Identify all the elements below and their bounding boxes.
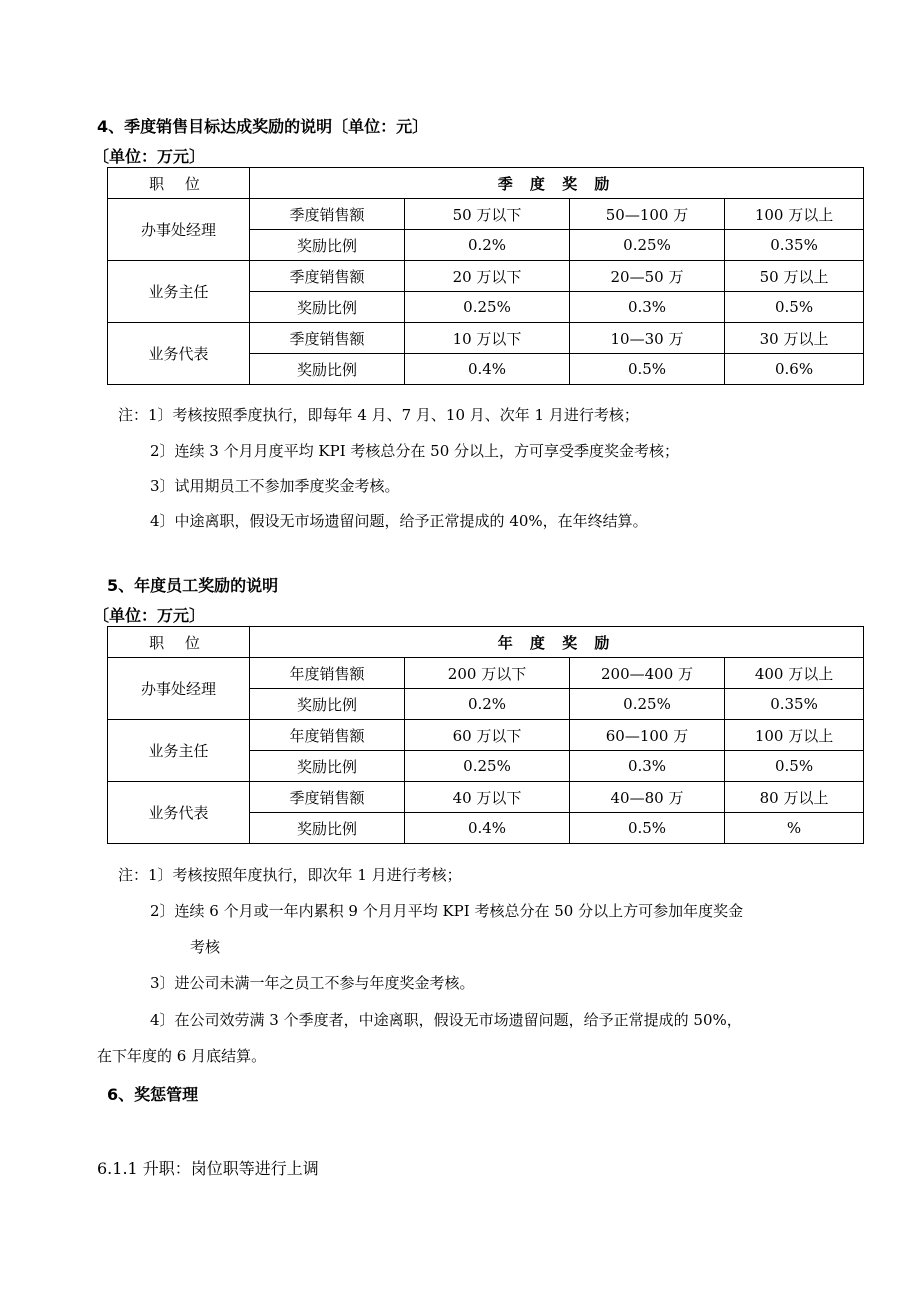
sales-cell: 40—80 万: [570, 782, 725, 813]
ratio-cell: 0.35%: [725, 689, 864, 720]
ratio-cell: 0.6%: [725, 354, 864, 385]
section5-unit: 〔单位：万元〕: [93, 606, 206, 625]
ratio-label: 奖励比例: [250, 354, 405, 385]
sales-cell: 400 万以上: [725, 658, 864, 689]
sales-label: 季度销售额: [250, 199, 405, 230]
annual-bonus-table: [107, 626, 864, 844]
ratio-cell: 0.25%: [570, 230, 725, 261]
section4-note: 3〕试用期员工不参加季度奖金考核。: [150, 477, 400, 495]
table-row: [108, 323, 864, 354]
ratio-cell: 0.25%: [405, 292, 570, 323]
ratio-label: 奖励比例: [250, 813, 405, 844]
sales-cell: 100 万以上: [725, 199, 864, 230]
section6-item: 6.1.1 升职：岗位职等进行上调: [97, 1159, 319, 1178]
ratio-label: 奖励比例: [250, 751, 405, 782]
ratio-label: 奖励比例: [250, 689, 405, 720]
ratio-cell: 0.5%: [725, 751, 864, 782]
section5-note: 2〕连续 6 个月或一年内累积 9 个月月平均 KPI 考核总分在 50 分以上方可参加年度奖金: [150, 902, 744, 920]
sales-cell: 10—30 万: [570, 323, 725, 354]
ratio-cell: 0.35%: [725, 230, 864, 261]
role-cell: 办事处经理: [108, 199, 250, 261]
sales-label: 季度销售额: [250, 323, 405, 354]
table-header-row: [108, 627, 864, 658]
sales-cell: 60—100 万: [570, 720, 725, 751]
table-title: 季 度 奖 励: [250, 168, 864, 199]
sales-cell: 200 万以下: [405, 658, 570, 689]
sales-cell: 20 万以下: [405, 261, 570, 292]
sales-label: 年度销售额: [250, 658, 405, 689]
sales-label: 季度销售额: [250, 782, 405, 813]
section4-note: 2〕连续 3 个月月度平均 KPI 考核总分在 50 分以上，方可享受季度奖金考核；: [150, 442, 680, 460]
role-header: 职 位: [108, 627, 250, 658]
sales-cell: 100 万以上: [725, 720, 864, 751]
role-cell: 业务主任: [108, 720, 250, 782]
table-title: 年 度 奖 励: [250, 627, 864, 658]
ratio-cell: 0.5%: [570, 813, 725, 844]
sales-cell: 200—400 万: [570, 658, 725, 689]
role-header: 职 位: [108, 168, 250, 199]
ratio-cell: 0.3%: [570, 292, 725, 323]
ratio-cell: 0.4%: [405, 813, 570, 844]
sales-cell: 10 万以下: [405, 323, 570, 354]
table-row: [108, 782, 864, 813]
section5-note: 3〕进公司未满一年之员工不参与年度奖金考核。: [150, 974, 475, 992]
table-row: [108, 720, 864, 751]
section5-note: 在下年度的 6 月底结算。: [97, 1047, 267, 1065]
sales-cell: 50 万以下: [405, 199, 570, 230]
section6-heading: 6、奖惩管理: [107, 1085, 199, 1104]
sales-cell: 60 万以下: [405, 720, 570, 751]
ratio-cell: 0.25%: [570, 689, 725, 720]
ratio-cell: 0.2%: [405, 689, 570, 720]
section5-note: 考核: [190, 938, 221, 956]
table-row: [108, 658, 864, 689]
sales-cell: 20—50 万: [570, 261, 725, 292]
role-cell: 业务代表: [108, 782, 250, 844]
ratio-cell: %: [725, 813, 864, 844]
section5-note: 4〕在公司效劳满 3 个季度者，中途离职，假设无市场遗留问题，给予正常提成的 50%，: [150, 1011, 742, 1029]
sales-cell: 30 万以上: [725, 323, 864, 354]
ratio-cell: 0.3%: [570, 751, 725, 782]
sales-cell: 40 万以下: [405, 782, 570, 813]
ratio-label: 奖励比例: [250, 230, 405, 261]
sales-cell: 80 万以上: [725, 782, 864, 813]
sales-label: 季度销售额: [250, 261, 405, 292]
role-cell: 办事处经理: [108, 658, 250, 720]
section4-unit: 〔单位：万元〕: [93, 147, 206, 166]
ratio-cell: 0.5%: [725, 292, 864, 323]
ratio-label: 奖励比例: [250, 292, 405, 323]
sales-cell: 50 万以上: [725, 261, 864, 292]
ratio-cell: 0.5%: [570, 354, 725, 385]
ratio-cell: 0.25%: [405, 751, 570, 782]
table-row: [108, 261, 864, 292]
ratio-cell: 0.4%: [405, 354, 570, 385]
table-header-row: [108, 168, 864, 199]
section5-note: 注：1〕考核按照年度执行，即次年 1 月进行考核；: [118, 866, 462, 884]
section5-heading: 5、年度员工奖励的说明: [107, 576, 279, 595]
section4-heading: 4、季度销售目标达成奖励的说明〔单位：元〕: [97, 117, 429, 136]
sales-label: 年度销售额: [250, 720, 405, 751]
role-cell: 业务主任: [108, 261, 250, 323]
quarterly-bonus-table: [107, 167, 864, 385]
sales-cell: 50—100 万: [570, 199, 725, 230]
table-row: [108, 199, 864, 230]
section4-note: 4〕中途离职，假设无市场遗留问题，给予正常提成的 40%，在年终结算。: [150, 512, 648, 530]
role-cell: 业务代表: [108, 323, 250, 385]
ratio-cell: 0.2%: [405, 230, 570, 261]
section4-note: 注：1〕考核按照季度执行，即每年 4 月、7 月、10 月、次年 1 月进行考核；: [118, 406, 639, 424]
